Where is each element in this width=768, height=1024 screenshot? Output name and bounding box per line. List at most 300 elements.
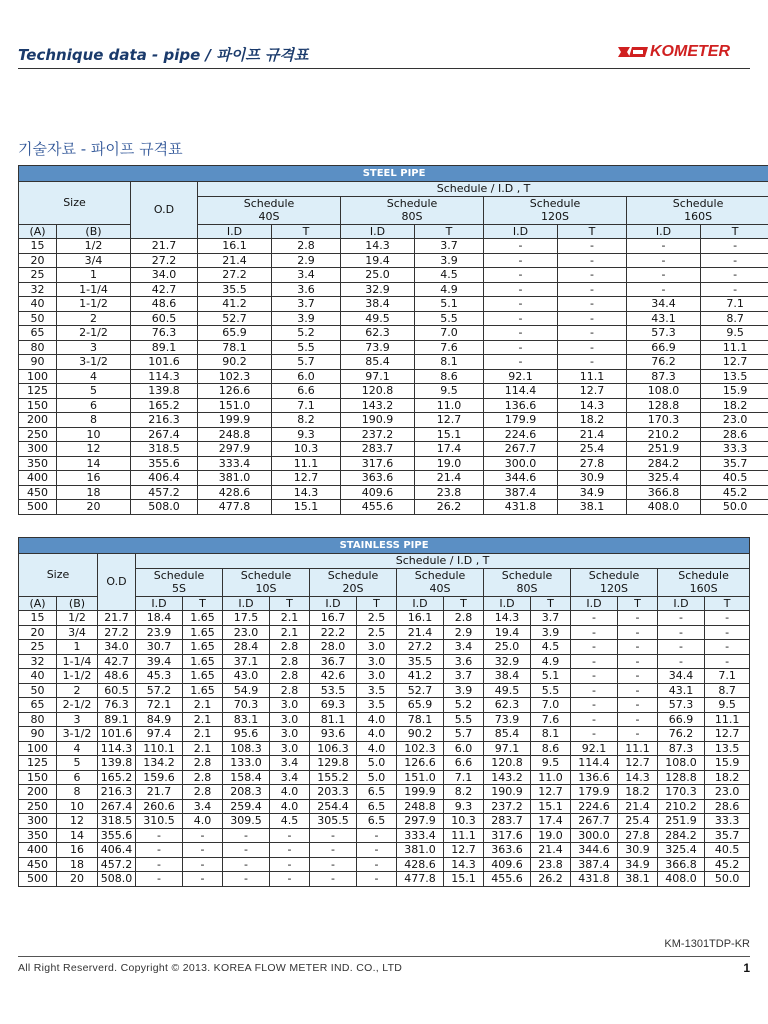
table-cell: 34.0: [131, 268, 198, 283]
header-row-1: [19, 182, 768, 197]
logo-text: KOMETER: [650, 43, 730, 60]
table-row: [19, 471, 768, 486]
table-row: [19, 456, 768, 471]
table-cell: 5.7: [444, 727, 484, 742]
table-cell: 28.6: [705, 799, 750, 814]
table-cell: 7.1: [444, 770, 484, 785]
table-cell: 3.7: [444, 669, 484, 684]
table-cell: 52.7: [198, 311, 272, 326]
table-cell: 500: [19, 500, 57, 515]
table-cell: 5.5: [415, 311, 484, 326]
unit-a-header: (A): [19, 596, 57, 611]
table-cell: 10: [57, 427, 131, 442]
table-cell: -: [484, 355, 558, 370]
table-cell: -: [558, 311, 627, 326]
table-cell: -: [270, 843, 310, 858]
schedule-header: Schedule 40S: [397, 568, 484, 596]
table-row: [19, 500, 768, 515]
table-cell: 18.2: [701, 398, 768, 413]
table-row: [19, 485, 768, 500]
table-cell: 350: [19, 456, 57, 471]
table-cell: 8: [57, 785, 98, 800]
table-cell: 9.5: [705, 698, 750, 713]
table-cell: 3-1/2: [57, 355, 131, 370]
table-cell: 4.9: [531, 654, 571, 669]
table-cell: 93.6: [310, 727, 357, 742]
table-cell: 325.4: [658, 843, 705, 858]
table-cell: 35.7: [705, 828, 750, 843]
table-cell: 267.7: [484, 442, 558, 457]
table-cell: 3.4: [272, 268, 341, 283]
table-cell: 3.6: [444, 654, 484, 669]
table-row: [19, 799, 750, 814]
table-cell: 199.9: [198, 413, 272, 428]
table-cell: 450: [19, 485, 57, 500]
table-cell: -: [270, 857, 310, 872]
table-cell: 50: [19, 683, 57, 698]
table-cell: -: [183, 828, 223, 843]
table-cell: 90: [19, 727, 57, 742]
table-cell: 20: [57, 872, 98, 887]
table-cell: 40: [19, 297, 57, 312]
table-cell: 2.1: [183, 712, 223, 727]
table-cell: 54.9: [223, 683, 270, 698]
table-cell: 4: [57, 369, 131, 384]
table-cell: 200: [19, 785, 57, 800]
table-cell: 57.3: [658, 698, 705, 713]
table-cell: 15.1: [444, 872, 484, 887]
table-cell: 208.3: [223, 785, 270, 800]
table-cell: 30.7: [136, 640, 183, 655]
table-cell: 76.2: [627, 355, 701, 370]
table-cell: 1-1/4: [57, 654, 98, 669]
table-cell: 92.1: [484, 369, 558, 384]
table-cell: 21.4: [558, 427, 627, 442]
table-cell: 40: [19, 669, 57, 684]
table-cell: 5.7: [272, 355, 341, 370]
table-cell: 8.7: [701, 311, 768, 326]
table-row: [19, 843, 750, 858]
table-row: [19, 297, 768, 312]
table-cell: 66.9: [658, 712, 705, 727]
table-cell: 5.2: [272, 326, 341, 341]
table-cell: 224.6: [571, 799, 618, 814]
table-cell: 12.7: [618, 756, 658, 771]
table-cell: 97.1: [341, 369, 415, 384]
table-cell: 2.1: [270, 625, 310, 640]
table-row: [19, 239, 768, 254]
table-row: [19, 669, 750, 684]
schedule-header: Schedule 80S: [341, 196, 484, 224]
table-cell: 8.1: [415, 355, 484, 370]
table-cell: 3/4: [57, 625, 98, 640]
table-cell: 305.5: [310, 814, 357, 829]
table-cell: 90.2: [397, 727, 444, 742]
table-cell: 8.1: [531, 727, 571, 742]
table-cell: -: [618, 625, 658, 640]
table-cell: 210.2: [627, 427, 701, 442]
table-cell: -: [558, 239, 627, 254]
table-cell: -: [558, 340, 627, 355]
table-cell: 12: [57, 814, 98, 829]
table-cell: -: [571, 712, 618, 727]
od-header: O.D: [98, 554, 136, 611]
table-cell: 38.4: [341, 297, 415, 312]
table-cell: -: [701, 253, 768, 268]
table-cell: 34.9: [618, 857, 658, 872]
table-cell: -: [484, 268, 558, 283]
table-cell: 11.1: [444, 828, 484, 843]
table-cell: 60.5: [98, 683, 136, 698]
schedule-header: Schedule 160S: [658, 568, 750, 596]
table-row: [19, 326, 768, 341]
table-cell: 199.9: [397, 785, 444, 800]
table-cell: -: [558, 297, 627, 312]
table-cell: 3.7: [531, 611, 571, 626]
table-cell: 2.8: [183, 785, 223, 800]
table-cell: 1/2: [57, 611, 98, 626]
table-cell: -: [183, 843, 223, 858]
table-cell: 39.4: [136, 654, 183, 669]
t-header: T: [705, 596, 750, 611]
t-header: T: [272, 224, 341, 239]
table-cell: 284.2: [658, 828, 705, 843]
table-cell: 12: [57, 442, 131, 457]
table-cell: 3.4: [270, 756, 310, 771]
table-cell: 21.7: [131, 239, 198, 254]
table-cell: 318.5: [98, 814, 136, 829]
table-cell: -: [310, 828, 357, 843]
table-cell: 2.8: [183, 756, 223, 771]
table-cell: 1.65: [183, 625, 223, 640]
table-cell: 23.0: [705, 785, 750, 800]
table-cell: 92.1: [571, 741, 618, 756]
section-title: 기술자료 - 파이프 규격표: [18, 140, 183, 158]
table-cell: 3.0: [357, 669, 397, 684]
table-row: [19, 311, 768, 326]
table-cell: 508.0: [98, 872, 136, 887]
table-cell: 139.8: [131, 384, 198, 399]
table-cell: 300: [19, 814, 57, 829]
table-cell: 16.1: [198, 239, 272, 254]
table-cell: 300.0: [484, 456, 558, 471]
table-cell: 3.6: [272, 282, 341, 297]
table-cell: 14.3: [272, 485, 341, 500]
table-cell: 159.6: [136, 770, 183, 785]
table-cell: 7.0: [531, 698, 571, 713]
table-cell: 14.3: [558, 398, 627, 413]
table-cell: -: [618, 611, 658, 626]
table-cell: 409.6: [484, 857, 531, 872]
table-cell: 19.4: [484, 625, 531, 640]
document-code: KM-1301TDP-KR: [664, 938, 750, 950]
table-cell: 40.5: [701, 471, 768, 486]
table-cell: 190.9: [341, 413, 415, 428]
table-row: [19, 398, 768, 413]
table-cell: 6.0: [444, 741, 484, 756]
table-cell: 5.5: [531, 683, 571, 698]
schedule-group-header: Schedule / I.D , T: [198, 182, 768, 197]
table-row: [19, 712, 750, 727]
table-cell: 32.9: [341, 282, 415, 297]
table-cell: 7.6: [531, 712, 571, 727]
table-cell: 267.7: [571, 814, 618, 829]
table-row: [19, 683, 750, 698]
table-cell: -: [484, 253, 558, 268]
table-cell: 400: [19, 843, 57, 858]
table-cell: 2.1: [183, 698, 223, 713]
table-cell: 38.1: [618, 872, 658, 887]
table-title-row: [19, 166, 768, 182]
table-cell: 120.8: [484, 756, 531, 771]
table-cell: 36.7: [310, 654, 357, 669]
table-cell: 139.8: [98, 756, 136, 771]
table-cell: 283.7: [484, 814, 531, 829]
table-cell: 106.3: [310, 741, 357, 756]
table-cell: 3.0: [270, 698, 310, 713]
table-row: [19, 369, 768, 384]
table-cell: 14.3: [444, 857, 484, 872]
table-row: [19, 654, 750, 669]
table-cell: 406.4: [131, 471, 198, 486]
table-cell: 3.9: [531, 625, 571, 640]
table-cell: -: [484, 311, 558, 326]
table-cell: 25.4: [558, 442, 627, 457]
table-cell: 12.7: [272, 471, 341, 486]
table-cell: 69.3: [310, 698, 357, 713]
table-cell: 19.4: [341, 253, 415, 268]
table-cell: 12.7: [531, 785, 571, 800]
table-cell: 21.4: [397, 625, 444, 640]
table-cell: 108.0: [627, 384, 701, 399]
table-cell: 27.2: [397, 640, 444, 655]
table-cell: 8.6: [415, 369, 484, 384]
table-cell: 350: [19, 828, 57, 843]
table-cell: 4.9: [415, 282, 484, 297]
table-cell: 3.7: [415, 239, 484, 254]
table-cell: 284.2: [627, 456, 701, 471]
table-cell: 136.6: [484, 398, 558, 413]
table-cell: 18.2: [618, 785, 658, 800]
table-cell: 43.1: [658, 683, 705, 698]
table-cell: -: [484, 282, 558, 297]
id-header: I.D: [397, 596, 444, 611]
table-cell: 114.4: [571, 756, 618, 771]
table-cell: -: [627, 253, 701, 268]
table-cell: 1: [57, 268, 131, 283]
table-cell: -: [223, 857, 270, 872]
table-cell: 125: [19, 756, 57, 771]
table-cell: 114.4: [484, 384, 558, 399]
table-cell: 477.8: [397, 872, 444, 887]
table-cell: -: [183, 872, 223, 887]
table-cell: -: [571, 611, 618, 626]
table-cell: -: [270, 828, 310, 843]
table-cell: 2-1/2: [57, 698, 98, 713]
table-cell: 21.7: [136, 785, 183, 800]
table-cell: 19.0: [531, 828, 571, 843]
table-cell: 18.2: [558, 413, 627, 428]
table-row: [19, 698, 750, 713]
schedule-header: Schedule 120S: [484, 196, 627, 224]
table-cell: 259.4: [223, 799, 270, 814]
table-cell: 80: [19, 340, 57, 355]
table-cell: 34.0: [98, 640, 136, 655]
table-cell: 7.0: [415, 326, 484, 341]
table-cell: 3.0: [357, 640, 397, 655]
table-cell: 13.5: [705, 741, 750, 756]
table-cell: 1/2: [57, 239, 131, 254]
table-cell: 25.0: [341, 268, 415, 283]
table-cell: 2.8: [270, 683, 310, 698]
table-cell: 1-1/2: [57, 297, 131, 312]
table-cell: 431.8: [571, 872, 618, 887]
table-cell: 3.4: [444, 640, 484, 655]
table-title: STAINLESS PIPE: [19, 538, 750, 554]
table-cell: 5: [57, 756, 98, 771]
table-cell: 4.0: [357, 712, 397, 727]
table-cell: 2: [57, 311, 131, 326]
id-header: I.D: [571, 596, 618, 611]
table-cell: 408.0: [658, 872, 705, 887]
table-cell: 5: [57, 384, 131, 399]
table-cell: 2.8: [270, 640, 310, 655]
unit-b-header: (B): [57, 224, 131, 239]
table-row: [19, 611, 750, 626]
table-cell: 14.3: [618, 770, 658, 785]
table-row: [19, 384, 768, 399]
table-cell: 3.7: [272, 297, 341, 312]
table-cell: 333.4: [198, 456, 272, 471]
table-cell: 35.5: [397, 654, 444, 669]
table-cell: 2.8: [270, 654, 310, 669]
table-cell: 4.0: [270, 799, 310, 814]
table-cell: 1.65: [183, 611, 223, 626]
table-cell: -: [357, 843, 397, 858]
table-cell: -: [558, 355, 627, 370]
table-cell: 85.4: [484, 727, 531, 742]
table-cell: 6.5: [357, 799, 397, 814]
id-header: I.D: [341, 224, 415, 239]
table-cell: -: [658, 640, 705, 655]
table-row: [19, 741, 750, 756]
table-cell: 428.6: [397, 857, 444, 872]
table-cell: 49.5: [341, 311, 415, 326]
table-cell: 9.3: [444, 799, 484, 814]
table-cell: 50: [19, 311, 57, 326]
table-cell: 4.0: [270, 785, 310, 800]
table-cell: 10.3: [272, 442, 341, 457]
table-cell: 5.0: [357, 756, 397, 771]
table-cell: 317.6: [484, 828, 531, 843]
table-cell: -: [658, 654, 705, 669]
table-cell: 1: [57, 640, 98, 655]
table-cell: 62.3: [484, 698, 531, 713]
t-header: T: [444, 596, 484, 611]
table-cell: 15.1: [272, 500, 341, 515]
table-cell: -: [705, 611, 750, 626]
table-cell: 17.4: [531, 814, 571, 829]
header-rule: [18, 68, 750, 69]
table-cell: 11.0: [415, 398, 484, 413]
table-row: [19, 857, 750, 872]
table-cell: 251.9: [658, 814, 705, 829]
table-cell: -: [571, 640, 618, 655]
table-cell: 179.9: [484, 413, 558, 428]
table-cell: -: [484, 340, 558, 355]
table-cell: 8: [57, 413, 131, 428]
table-cell: 508.0: [131, 500, 198, 515]
table-cell: -: [627, 239, 701, 254]
table-cell: 310.5: [136, 814, 183, 829]
table-cell: 11.1: [558, 369, 627, 384]
table-cell: 15.1: [415, 427, 484, 442]
table-cell: 216.3: [131, 413, 198, 428]
table-cell: 52.7: [397, 683, 444, 698]
table-cell: 7.1: [272, 398, 341, 413]
table-cell: -: [705, 654, 750, 669]
stainless-pipe-table: [18, 537, 750, 887]
table-cell: 65.9: [198, 326, 272, 341]
table-cell: 431.8: [484, 500, 558, 515]
table-cell: 387.4: [484, 485, 558, 500]
table-cell: 190.9: [484, 785, 531, 800]
table-row: [19, 756, 750, 771]
table-cell: -: [223, 843, 270, 858]
table-cell: 20: [19, 625, 57, 640]
table-cell: 16: [57, 471, 131, 486]
table-cell: 27.8: [618, 828, 658, 843]
table-cell: 381.0: [397, 843, 444, 858]
table-cell: 3.9: [415, 253, 484, 268]
table-cell: 455.6: [484, 872, 531, 887]
size-header: Size: [19, 554, 98, 597]
table-cell: 45.2: [701, 485, 768, 500]
table-row: [19, 253, 768, 268]
table-cell: 450: [19, 857, 57, 872]
table-cell: 151.0: [198, 398, 272, 413]
t-header: T: [531, 596, 571, 611]
schedule-header: Schedule 120S: [571, 568, 658, 596]
table-cell: 8.2: [444, 785, 484, 800]
table-cell: 19.0: [415, 456, 484, 471]
table-cell: 32: [19, 654, 57, 669]
table-cell: 100: [19, 741, 57, 756]
table-cell: 65: [19, 326, 57, 341]
table-cell: 6: [57, 398, 131, 413]
table-cell: -: [484, 297, 558, 312]
table-cell: 27.8: [558, 456, 627, 471]
table-cell: 81.1: [310, 712, 357, 727]
table-cell: 20: [57, 500, 131, 515]
table-cell: 6.5: [357, 785, 397, 800]
id-header: I.D: [198, 224, 272, 239]
table-cell: 2.9: [444, 625, 484, 640]
table-cell: 4.5: [415, 268, 484, 283]
table-cell: 32.9: [484, 654, 531, 669]
table-cell: -: [701, 239, 768, 254]
table-cell: 49.5: [484, 683, 531, 698]
table-cell: 5.0: [357, 770, 397, 785]
table-cell: 500: [19, 872, 57, 887]
table-cell: 1.65: [183, 654, 223, 669]
table-cell: 40.5: [705, 843, 750, 858]
t-header: T: [183, 596, 223, 611]
table-cell: 62.3: [341, 326, 415, 341]
table-cell: 254.4: [310, 799, 357, 814]
table-cell: 5.1: [415, 297, 484, 312]
table-cell: 344.6: [571, 843, 618, 858]
